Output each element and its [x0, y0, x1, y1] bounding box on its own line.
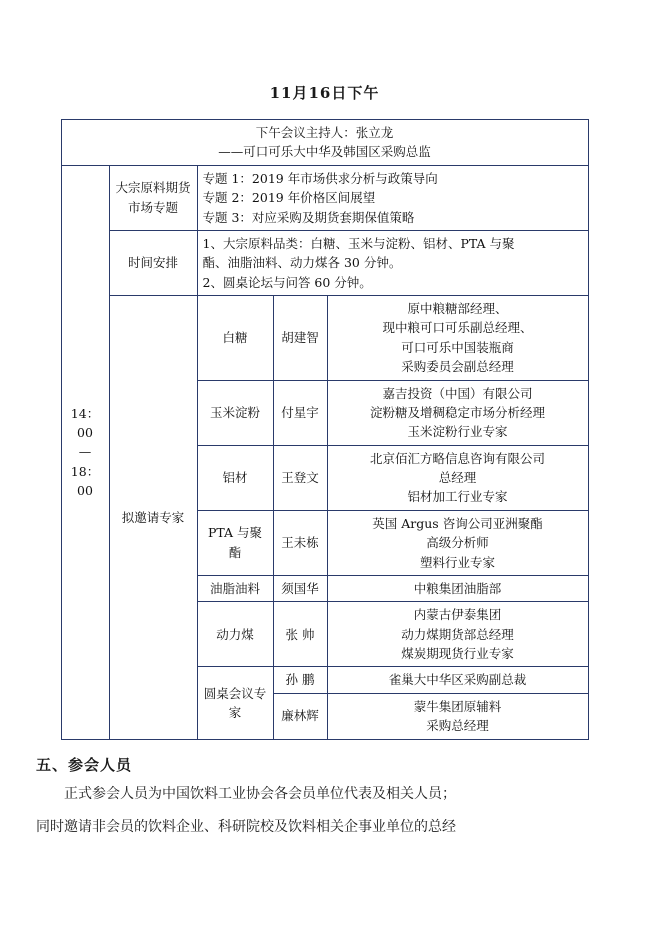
table-row	[61, 230, 588, 295]
expert-desc-line: 原中粮糖部经理、	[407, 301, 508, 316]
expert-desc-line: 动力煤期货部总经理	[401, 626, 514, 642]
expert-name: 廉林辉	[273, 693, 327, 739]
expert-product: 玉米淀粉	[197, 380, 273, 445]
expert-name: 胡建智	[273, 296, 327, 381]
expert-desc-line: 北京佰汇方略信息咨询有限公司	[369, 450, 545, 466]
expert-desc-line: 淀粉糖及增稠稳定市场分析经理	[369, 404, 545, 420]
expert-desc-line: 雀巢大中华区采购副总裁	[388, 672, 527, 688]
expert-product: 铝材	[197, 445, 273, 510]
expert-desc-line: 玉米淀粉行业专家	[407, 424, 508, 440]
time-end: 18：00	[70, 463, 100, 499]
expert-description	[327, 296, 588, 381]
topic-item: 专题 3：对应采购及期货套期保值策略	[202, 209, 415, 225]
expert-product: 白糖	[197, 296, 273, 381]
expert-desc-line: 采购总经理	[426, 718, 489, 734]
section-heading: 五、参会人员	[36, 755, 133, 774]
table-header-cell	[61, 120, 588, 166]
expert-desc-line: 可口可乐中国装瓶商	[401, 339, 514, 355]
page-title: 11月16日下午	[269, 84, 380, 102]
expert-name: 须国华	[273, 575, 327, 601]
arrangement-item: 酯、油脂油料、动力煤各 30 分钟。	[202, 255, 402, 271]
section-label-topics: 大宗原料期货市场专题	[109, 165, 197, 230]
expert-name: 张 帅	[273, 602, 327, 667]
expert-name: 付星宇	[273, 380, 327, 445]
expert-description	[327, 510, 588, 575]
time-range-cell	[61, 165, 109, 739]
table-row	[61, 120, 588, 166]
host-line-2: ——可口可乐大中华及韩国区采购总监	[218, 144, 431, 160]
expert-desc-line: 嘉吉投资（中国）有限公司	[382, 385, 533, 401]
expert-description	[327, 445, 588, 510]
section-arrangement-list	[197, 230, 588, 295]
time-dash: —	[78, 444, 92, 460]
expert-description	[327, 667, 588, 693]
expert-description	[327, 380, 588, 445]
table-row	[61, 296, 588, 381]
topic-item: 专题 2：2019 年价格区间展望	[202, 190, 376, 206]
expert-product: 油脂油料	[197, 575, 273, 601]
body-paragraph-2: 同时邀请非会员的饮料企业、科研院校及饮料相关企事业单位的总经	[36, 818, 456, 835]
expert-product: 圆桌会议专家	[197, 667, 273, 739]
body-paragraph-1: 正式参会人员为中国饮料工业协会各会员单位代表及相关人员；	[64, 785, 456, 802]
schedule-table	[61, 119, 589, 740]
section-topics-list	[197, 165, 588, 230]
host-line-1: 下午会议主持人：张立龙	[255, 125, 394, 140]
expert-description	[327, 693, 588, 739]
expert-desc-line: 蒙牛集团原辅料	[413, 698, 502, 714]
expert-description	[327, 602, 588, 667]
expert-desc-line: 采购委员会副总经理	[401, 359, 514, 375]
expert-desc-line: 英国 Argus 咨询公司亚洲聚酯	[372, 515, 543, 531]
expert-desc-line: 现中粮可口可乐副总经理、	[382, 320, 533, 336]
expert-desc-line: 内蒙古伊泰集团	[413, 607, 502, 623]
expert-desc-line: 中粮集团油脂部	[413, 580, 502, 596]
arrangement-item: 2、圆桌论坛与问答 60 分钟。	[202, 274, 372, 290]
expert-desc-line: 高级分析师	[426, 535, 489, 551]
expert-name: 王未栋	[273, 510, 327, 575]
expert-name: 孙 鹏	[273, 667, 327, 693]
expert-desc-line: 总经理	[438, 470, 477, 485]
expert-desc-line: 煤炭期现货行业专家	[401, 646, 514, 661]
expert-desc-line: 铝材加工行业专家	[407, 489, 508, 505]
section-label-arrangement: 时间安排	[109, 230, 197, 295]
table-row	[61, 165, 588, 230]
topic-item: 专题 1：2019 年市场供求分析与政策导向	[202, 170, 438, 186]
expert-description	[327, 575, 588, 601]
experts-label-cell: 拟邀请专家	[109, 296, 197, 740]
expert-name: 王登文	[273, 445, 327, 510]
expert-product: PTA 与聚酯	[197, 510, 273, 575]
expert-desc-line: 塑料行业专家	[419, 554, 495, 570]
time-start: 14：00	[70, 405, 100, 441]
arrangement-item: 1、大宗原料品类：白糖、玉米与淀粉、铝材、PTA 与聚	[202, 235, 515, 251]
expert-product: 动力煤	[197, 602, 273, 667]
